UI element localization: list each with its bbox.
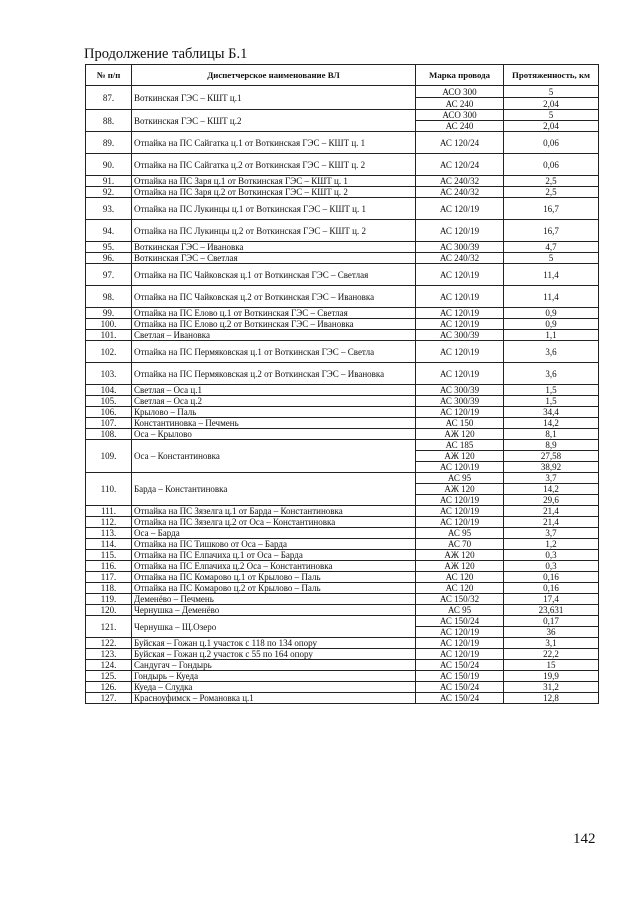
- line-length: 0,06: [504, 154, 599, 176]
- table-row: [86, 605, 599, 616]
- row-number: 114.: [86, 539, 132, 550]
- line-name: Отпайка на ПС Елово ц.2 от Воткинская ГЭС – Ивановка: [132, 319, 416, 330]
- line-length: 14,2: [504, 484, 599, 495]
- table-row: [86, 594, 599, 605]
- row-number: 101.: [86, 330, 132, 341]
- row-number: 94.: [86, 220, 132, 242]
- wire-mark: АЖ 120: [416, 429, 504, 440]
- row-number: 109.: [86, 440, 132, 473]
- line-length: 38,92: [504, 462, 599, 473]
- row-number: 92.: [86, 187, 132, 198]
- line-name: Чернушка – Щ.Озеро: [132, 616, 416, 638]
- line-length: 1,5: [504, 396, 599, 407]
- table-row: [86, 550, 599, 561]
- table-row: [86, 363, 599, 385]
- line-length: 14,2: [504, 418, 599, 429]
- wire-mark: АС 300/39: [416, 242, 504, 253]
- row-number: 98.: [86, 286, 132, 308]
- line-length: 11,4: [504, 286, 599, 308]
- line-length: 0,9: [504, 308, 599, 319]
- line-name: Отпайка на ПС Комарово ц.1 от Крылово – Паль: [132, 572, 416, 583]
- wire-mark: АС 240/32: [416, 187, 504, 198]
- wire-mark: АС 120\19: [416, 341, 504, 363]
- wire-mark: АС 300/39: [416, 385, 504, 396]
- line-length: 16,7: [504, 198, 599, 220]
- line-name: Оса – Крылово: [132, 429, 416, 440]
- table-row: [86, 319, 599, 330]
- line-name: Отпайка на ПС Зязелга ц.1 от Барда – Константиновка: [132, 506, 416, 517]
- table-row: [86, 242, 599, 253]
- wire-mark: АС 95: [416, 473, 504, 484]
- line-name: Воткинская ГЭС – КШТ ц.1: [132, 86, 416, 110]
- wire-mark: АС 150/24: [416, 693, 504, 704]
- row-number: 116.: [86, 561, 132, 572]
- row-number: 122.: [86, 638, 132, 649]
- table-row: [86, 264, 599, 286]
- line-length: 23,631: [504, 605, 599, 616]
- table-row: [86, 660, 599, 671]
- table-row: [86, 572, 599, 583]
- line-length: 1,5: [504, 385, 599, 396]
- table-header-row: [86, 65, 599, 86]
- table-row: [86, 506, 599, 517]
- row-number: 100.: [86, 319, 132, 330]
- table-row: [86, 220, 599, 242]
- line-name: Отпайка на ПС Заря ц.2 от Воткинская ГЭС – КШТ ц. 2: [132, 187, 416, 198]
- wire-mark: АЖ 120: [416, 451, 504, 462]
- line-name: Крылово – Паль: [132, 407, 416, 418]
- table-row: [86, 407, 599, 418]
- line-name: Отпайка на ПС Зязелга ц.2 от Оса – Константиновка: [132, 517, 416, 528]
- line-length: 4,7: [504, 242, 599, 253]
- line-length: 11,4: [504, 264, 599, 286]
- line-length: 2,04: [504, 121, 599, 132]
- wire-mark: АЖ 120: [416, 561, 504, 572]
- table-row: [86, 308, 599, 319]
- table-row: [86, 561, 599, 572]
- line-name: Светлая – Ивановка: [132, 330, 416, 341]
- wire-mark: АС 120\19: [416, 363, 504, 385]
- line-name: Отпайка на ПС Елпачиха ц.2 Оса – Константиновка: [132, 561, 416, 572]
- row-number: 110.: [86, 473, 132, 506]
- line-name: Отпайка на ПС Пермяковская ц.2 от Воткинская ГЭС – Ивановка: [132, 363, 416, 385]
- line-length: 3,1: [504, 638, 599, 649]
- page-number: 142: [573, 831, 596, 847]
- row-number: 88.: [86, 110, 132, 132]
- table-row: [86, 539, 599, 550]
- table-row: [86, 440, 599, 451]
- line-length: 31,2: [504, 682, 599, 693]
- line-length: 3,6: [504, 341, 599, 363]
- wire-mark: АС 120: [416, 583, 504, 594]
- row-number: 111.: [86, 506, 132, 517]
- wire-mark: АСО 300: [416, 110, 504, 121]
- wire-mark: АС 120/19: [416, 517, 504, 528]
- row-number: 89.: [86, 132, 132, 154]
- table-row: [86, 616, 599, 627]
- wire-mark: АС 120/19: [416, 495, 504, 506]
- column-header-name: Диспетчерское наименование ВЛ: [132, 65, 416, 86]
- line-length: 1,1: [504, 330, 599, 341]
- table-row: [86, 86, 599, 98]
- wire-mark: АС 120/19: [416, 649, 504, 660]
- row-number: 125.: [86, 671, 132, 682]
- wire-mark: АС 120\19: [416, 462, 504, 473]
- line-length: 22,2: [504, 649, 599, 660]
- wire-mark: АС 120: [416, 572, 504, 583]
- line-length: 36: [504, 627, 599, 638]
- row-number: 105.: [86, 396, 132, 407]
- wire-mark: АС 70: [416, 539, 504, 550]
- wire-mark: АС 120\19: [416, 308, 504, 319]
- line-name: Чернушка – Деменёво: [132, 605, 416, 616]
- table-row: [86, 671, 599, 682]
- line-name: Гондырь – Куеда: [132, 671, 416, 682]
- table-row: [86, 154, 599, 176]
- line-name: Отпайка на ПС Лукинцы ц.2 от Воткинская ГЭС – КШТ ц. 2: [132, 220, 416, 242]
- line-name: Светлая – Оса ц.1: [132, 385, 416, 396]
- line-name: Отпайка на ПС Чайковская ц.2 от Воткинская ГЭС – Ивановка: [132, 286, 416, 308]
- line-name: Деменёво – Печмень: [132, 594, 416, 605]
- wire-mark: АС 120/24: [416, 132, 504, 154]
- line-length: 21,4: [504, 506, 599, 517]
- line-name: Оса – Барда: [132, 528, 416, 539]
- wire-mark: АС 120/19: [416, 506, 504, 517]
- table-row: [86, 176, 599, 187]
- table-caption: Продолжение таблицы Б.1: [84, 46, 248, 62]
- wire-mark: АС 150/24: [416, 616, 504, 627]
- column-header-wire-mark: Марка провода: [416, 65, 504, 86]
- line-name: Отпайка на ПС Заря ц.1 от Воткинская ГЭС – КШТ ц. 1: [132, 176, 416, 187]
- row-number: 95.: [86, 242, 132, 253]
- wire-mark: АС 120\19: [416, 319, 504, 330]
- line-length: 3,7: [504, 528, 599, 539]
- wire-mark: АС 150: [416, 418, 504, 429]
- line-name: Константиновка – Печмень: [132, 418, 416, 429]
- row-number: 126.: [86, 682, 132, 693]
- table-row: [86, 132, 599, 154]
- table-body: [86, 86, 599, 704]
- line-length: 0,3: [504, 561, 599, 572]
- line-length: 0,16: [504, 583, 599, 594]
- wire-mark: АС 240: [416, 121, 504, 132]
- line-length: 16,7: [504, 220, 599, 242]
- table-row: [86, 286, 599, 308]
- row-number: 91.: [86, 176, 132, 187]
- table-row: [86, 638, 599, 649]
- row-number: 123.: [86, 649, 132, 660]
- row-number: 90.: [86, 154, 132, 176]
- line-length: 2,04: [504, 98, 599, 110]
- wire-mark: АС 120\19: [416, 264, 504, 286]
- row-number: 87.: [86, 86, 132, 110]
- row-number: 96.: [86, 253, 132, 264]
- line-name: Отпайка на ПС Чайковская ц.1 от Воткинская ГЭС – Светлая: [132, 264, 416, 286]
- table-row: [86, 385, 599, 396]
- wire-mark: АС 120/24: [416, 154, 504, 176]
- table-row: [86, 396, 599, 407]
- column-header-length: Протяженность, км: [504, 65, 599, 86]
- line-name: Отпайка на ПС Сайгатка ц.1 от Воткинская ГЭС – КШТ ц. 1: [132, 132, 416, 154]
- table-row: [86, 649, 599, 660]
- line-length: 0,9: [504, 319, 599, 330]
- table-row: [86, 473, 599, 484]
- power-lines-table: [85, 64, 599, 704]
- wire-mark: АС 95: [416, 528, 504, 539]
- table-row: [86, 330, 599, 341]
- row-number: 97.: [86, 264, 132, 286]
- row-number: 115.: [86, 550, 132, 561]
- line-name: Воткинская ГЭС – Светлая: [132, 253, 416, 264]
- column-header-number: № п/п: [86, 65, 132, 86]
- line-name: Воткинская ГЭС – Ивановка: [132, 242, 416, 253]
- row-number: 124.: [86, 660, 132, 671]
- wire-mark: АС 300/39: [416, 396, 504, 407]
- table-row: [86, 517, 599, 528]
- table-row: [86, 682, 599, 693]
- line-length: 2,5: [504, 176, 599, 187]
- table-row: [86, 253, 599, 264]
- line-length: 29,6: [504, 495, 599, 506]
- line-name: Барда – Константиновка: [132, 473, 416, 506]
- wire-mark: АС 150/24: [416, 660, 504, 671]
- line-length: 5: [504, 110, 599, 121]
- wire-mark: АС 150/19: [416, 671, 504, 682]
- wire-mark: АСО 300: [416, 86, 504, 98]
- row-number: 127.: [86, 693, 132, 704]
- wire-mark: АС 120/19: [416, 220, 504, 242]
- wire-mark: АС 120/19: [416, 198, 504, 220]
- row-number: 119.: [86, 594, 132, 605]
- wire-mark: АС 120/19: [416, 407, 504, 418]
- wire-mark: АС 185: [416, 440, 504, 451]
- line-name: Отпайка на ПС Елово ц.1 от Воткинская ГЭС – Светлая: [132, 308, 416, 319]
- table-row: [86, 429, 599, 440]
- line-name: Отпайка на ПС Сайгатка ц.2 от Воткинская ГЭС – КШТ ц. 2: [132, 154, 416, 176]
- line-length: 0,3: [504, 550, 599, 561]
- wire-mark: АС 240: [416, 98, 504, 110]
- wire-mark: АЖ 120: [416, 484, 504, 495]
- line-name: Отпайка на ПС Пермяковская ц.1 от Воткинская ГЭС – Светла: [132, 341, 416, 363]
- line-length: 19,9: [504, 671, 599, 682]
- line-name: Отпайка на ПС Тишково от Оса – Барда: [132, 539, 416, 550]
- line-length: 17,4: [504, 594, 599, 605]
- row-number: 108.: [86, 429, 132, 440]
- line-length: 34,4: [504, 407, 599, 418]
- wire-mark: АС 300/39: [416, 330, 504, 341]
- line-length: 21,4: [504, 517, 599, 528]
- table-row: [86, 583, 599, 594]
- row-number: 121.: [86, 616, 132, 638]
- line-length: 0,06: [504, 132, 599, 154]
- row-number: 118.: [86, 583, 132, 594]
- row-number: 99.: [86, 308, 132, 319]
- line-length: 8,1: [504, 429, 599, 440]
- line-name: Отпайка на ПС Лукинцы ц.1 от Воткинская ГЭС – КШТ ц. 1: [132, 198, 416, 220]
- table-row: [86, 693, 599, 704]
- row-number: 112.: [86, 517, 132, 528]
- table-row: [86, 341, 599, 363]
- line-name: Воткинская ГЭС – КШТ ц.2: [132, 110, 416, 132]
- line-name: Отпайка на ПС Комарово ц.2 от Крылово – Паль: [132, 583, 416, 594]
- line-name: Красноуфимск – Романовка ц.1: [132, 693, 416, 704]
- table-row: [86, 198, 599, 220]
- line-name: Оса – Константиновка: [132, 440, 416, 473]
- wire-mark: АС 240/32: [416, 253, 504, 264]
- line-length: 8,9: [504, 440, 599, 451]
- line-length: 1,2: [504, 539, 599, 550]
- line-name: Светлая – Оса ц.2: [132, 396, 416, 407]
- line-name: Куеда – Слудка: [132, 682, 416, 693]
- line-length: 5: [504, 253, 599, 264]
- row-number: 120.: [86, 605, 132, 616]
- row-number: 102.: [86, 341, 132, 363]
- wire-mark: АС 95: [416, 605, 504, 616]
- line-name: Буйская – Гожан ц.1 участок с 118 по 134 опору: [132, 638, 416, 649]
- wire-mark: АС 150/24: [416, 682, 504, 693]
- line-length: 15: [504, 660, 599, 671]
- row-number: 104.: [86, 385, 132, 396]
- line-length: 3,7: [504, 473, 599, 484]
- row-number: 93.: [86, 198, 132, 220]
- table-row: [86, 187, 599, 198]
- line-length: 2,5: [504, 187, 599, 198]
- wire-mark: АС 240/32: [416, 176, 504, 187]
- line-length: 0,17: [504, 616, 599, 627]
- row-number: 113.: [86, 528, 132, 539]
- wire-mark: АС 120/19: [416, 627, 504, 638]
- line-length: 12,8: [504, 693, 599, 704]
- wire-mark: АЖ 120: [416, 550, 504, 561]
- wire-mark: АС 150/32: [416, 594, 504, 605]
- line-name: Сандугач – Гондырь: [132, 660, 416, 671]
- row-number: 107.: [86, 418, 132, 429]
- table-row: [86, 110, 599, 121]
- row-number: 117.: [86, 572, 132, 583]
- wire-mark: АС 120/19: [416, 638, 504, 649]
- line-name: Буйская – Гожан ц.2 участок с 55 по 164 опору: [132, 649, 416, 660]
- row-number: 103.: [86, 363, 132, 385]
- line-length: 27,58: [504, 451, 599, 462]
- table-row: [86, 528, 599, 539]
- line-length: 5: [504, 86, 599, 98]
- line-length: 3,6: [504, 363, 599, 385]
- line-length: 0,16: [504, 572, 599, 583]
- line-name: Отпайка на ПС Елпачиха ц.1 от Оса – Барда: [132, 550, 416, 561]
- row-number: 106.: [86, 407, 132, 418]
- wire-mark: АС 120\19: [416, 286, 504, 308]
- table-row: [86, 418, 599, 429]
